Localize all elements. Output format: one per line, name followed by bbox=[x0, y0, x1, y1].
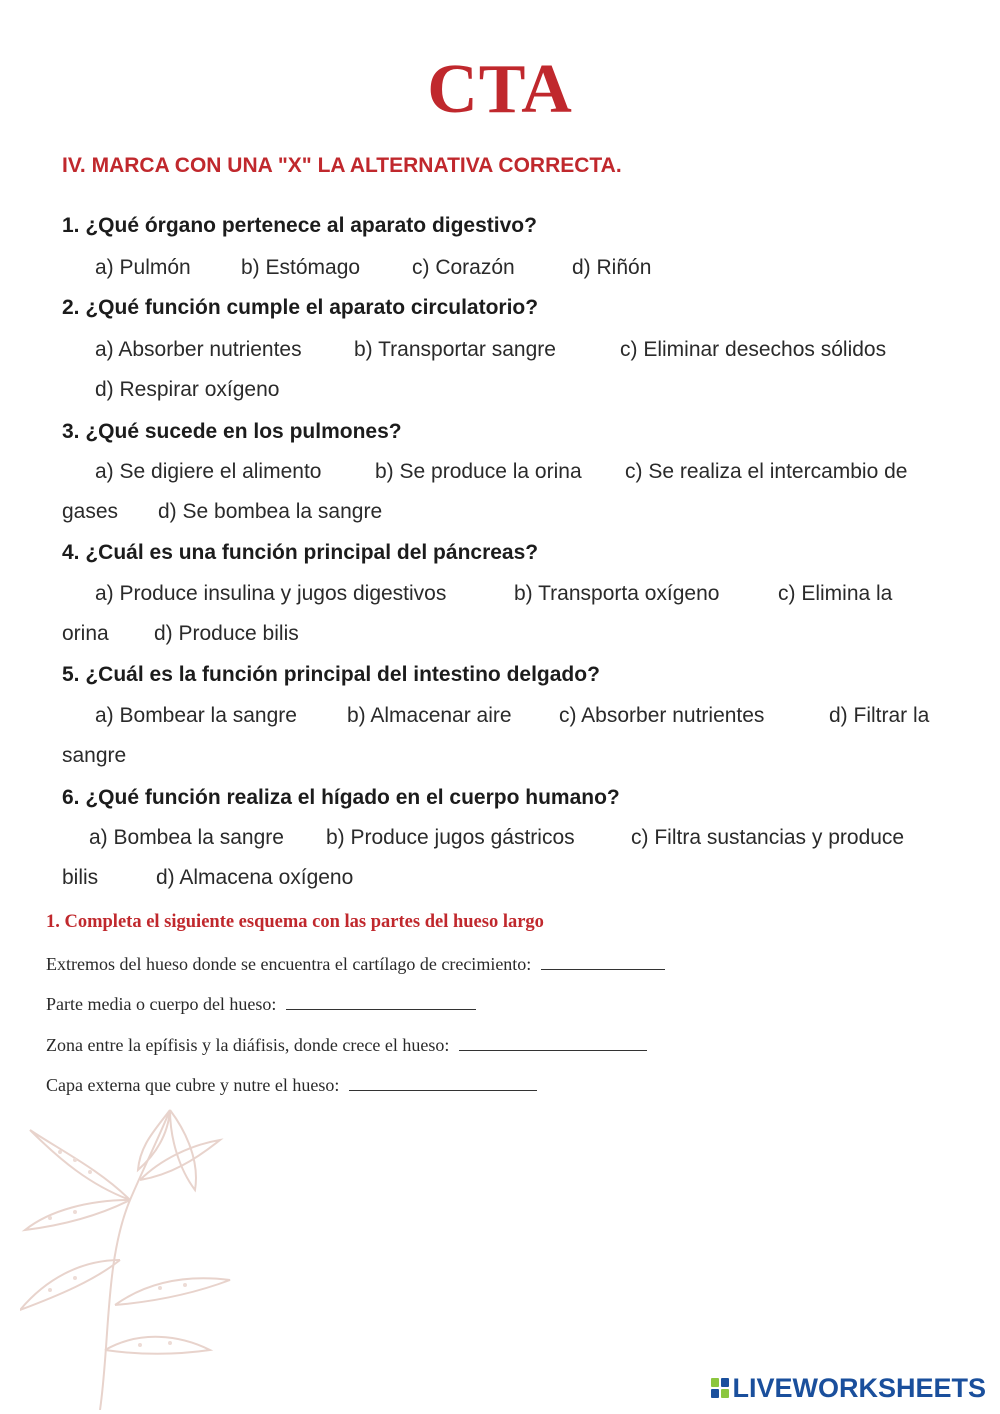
brand-name: LIVEWORKSHEETS bbox=[732, 1372, 986, 1403]
question-6-options-row2 bbox=[0, 866, 1000, 892]
question-2-prompt: 2. ¿Qué función cumple el aparato circulatorio? bbox=[62, 296, 539, 319]
fill-item-4-label: Capa externa que cubre y nutre el hueso: bbox=[46, 1075, 340, 1095]
fill-item-3 bbox=[46, 1035, 647, 1056]
question-1-options bbox=[0, 256, 1000, 282]
option-3d[interactable]: d) Se bombea la sangre bbox=[158, 500, 383, 523]
option-4d[interactable]: d) Produce bilis bbox=[154, 622, 299, 645]
option-5a[interactable]: a) Bombear la sangre bbox=[95, 704, 297, 727]
option-3c-continued[interactable]: gases bbox=[62, 500, 119, 523]
section-heading: IV. MARCA CON UNA "X" LA ALTERNATIVA CORRECTA. bbox=[62, 154, 622, 177]
liveworksheets-logo-icon bbox=[711, 1378, 729, 1398]
fill-item-3-blank[interactable] bbox=[459, 1036, 647, 1051]
option-4b[interactable]: b) Transporta oxígeno bbox=[514, 582, 720, 605]
fill-item-1 bbox=[46, 954, 665, 975]
option-1b[interactable]: b) Estómago bbox=[241, 256, 361, 279]
floral-watermark-icon bbox=[20, 1090, 320, 1410]
option-6c[interactable]: c) Filtra sustancias y produce bbox=[631, 826, 905, 849]
option-6b[interactable]: b) Produce jugos gástricos bbox=[326, 826, 575, 849]
question-6-prompt: 6. ¿Qué función realiza el hígado en el cuerpo humano? bbox=[62, 786, 620, 809]
fill-item-2-label: Parte media o cuerpo del hueso: bbox=[46, 994, 277, 1014]
page-title: CTA bbox=[427, 51, 573, 128]
question-2-options-row1 bbox=[0, 338, 1000, 364]
question-5-prompt: 5. ¿Cuál es la función principal del intestino delgado? bbox=[62, 663, 600, 686]
option-3a[interactable]: a) Se digiere el alimento bbox=[95, 460, 322, 483]
fill-item-1-blank[interactable] bbox=[541, 955, 665, 970]
option-3b[interactable]: b) Se produce la orina bbox=[375, 460, 582, 483]
option-5d[interactable]: d) Filtrar la bbox=[829, 704, 930, 727]
fill-item-4-blank[interactable] bbox=[349, 1076, 537, 1091]
option-4c-continued[interactable]: orina bbox=[62, 622, 109, 645]
question-4-options-row2 bbox=[0, 622, 1000, 648]
fill-item-2-blank[interactable] bbox=[286, 995, 476, 1010]
fill-item-2 bbox=[46, 994, 476, 1015]
option-4c[interactable]: c) Elimina la bbox=[778, 582, 893, 605]
option-6a[interactable]: a) Bombea la sangre bbox=[89, 826, 284, 849]
option-6d[interactable]: d) Almacena oxígeno bbox=[156, 866, 354, 889]
question-3-options-row1 bbox=[0, 460, 1000, 486]
fill-item-1-label: Extremos del hueso donde se encuentra el cartílago de crecimiento: bbox=[46, 954, 532, 974]
question-3-options-row2 bbox=[0, 500, 1000, 526]
option-4a[interactable]: a) Produce insulina y jugos digestivos bbox=[95, 582, 447, 605]
option-5c[interactable]: c) Absorber nutrientes bbox=[559, 704, 765, 727]
fill-section-title: 1. Completa el siguiente esquema con las partes del hueso largo bbox=[46, 912, 544, 932]
question-5-options-row1 bbox=[0, 704, 1000, 730]
option-2b[interactable]: b) Transportar sangre bbox=[354, 338, 556, 361]
option-2c[interactable]: c) Eliminar desechos sólidos bbox=[620, 338, 887, 361]
option-6c-continued[interactable]: bilis bbox=[62, 866, 99, 889]
question-2-options-row2 bbox=[0, 378, 1000, 404]
option-1c[interactable]: c) Corazón bbox=[412, 256, 515, 279]
option-1a[interactable]: a) Pulmón bbox=[95, 256, 191, 279]
option-2d[interactable]: d) Respirar oxígeno bbox=[95, 378, 280, 401]
question-5-options-row2 bbox=[0, 744, 1000, 770]
option-5d-continued[interactable]: sangre bbox=[62, 744, 127, 767]
question-3-prompt: 3. ¿Qué sucede en los pulmones? bbox=[62, 420, 402, 443]
question-1-prompt: 1. ¿Qué órgano pertenece al aparato digestivo? bbox=[62, 214, 537, 237]
option-5b[interactable]: b) Almacenar aire bbox=[347, 704, 512, 727]
option-3c[interactable]: c) Se realiza el intercambio de bbox=[625, 460, 908, 483]
brand-logo[interactable] bbox=[711, 1372, 986, 1404]
question-4-prompt: 4. ¿Cuál es una función principal del páncreas? bbox=[62, 541, 539, 564]
question-4-options-row1 bbox=[0, 582, 1000, 608]
question-6-options-row1 bbox=[0, 826, 1000, 852]
fill-item-3-label: Zona entre la epífisis y la diáfisis, donde crece el hueso: bbox=[46, 1035, 450, 1055]
option-2a[interactable]: a) Absorber nutrientes bbox=[95, 338, 302, 361]
option-1d[interactable]: d) Riñón bbox=[572, 256, 652, 279]
